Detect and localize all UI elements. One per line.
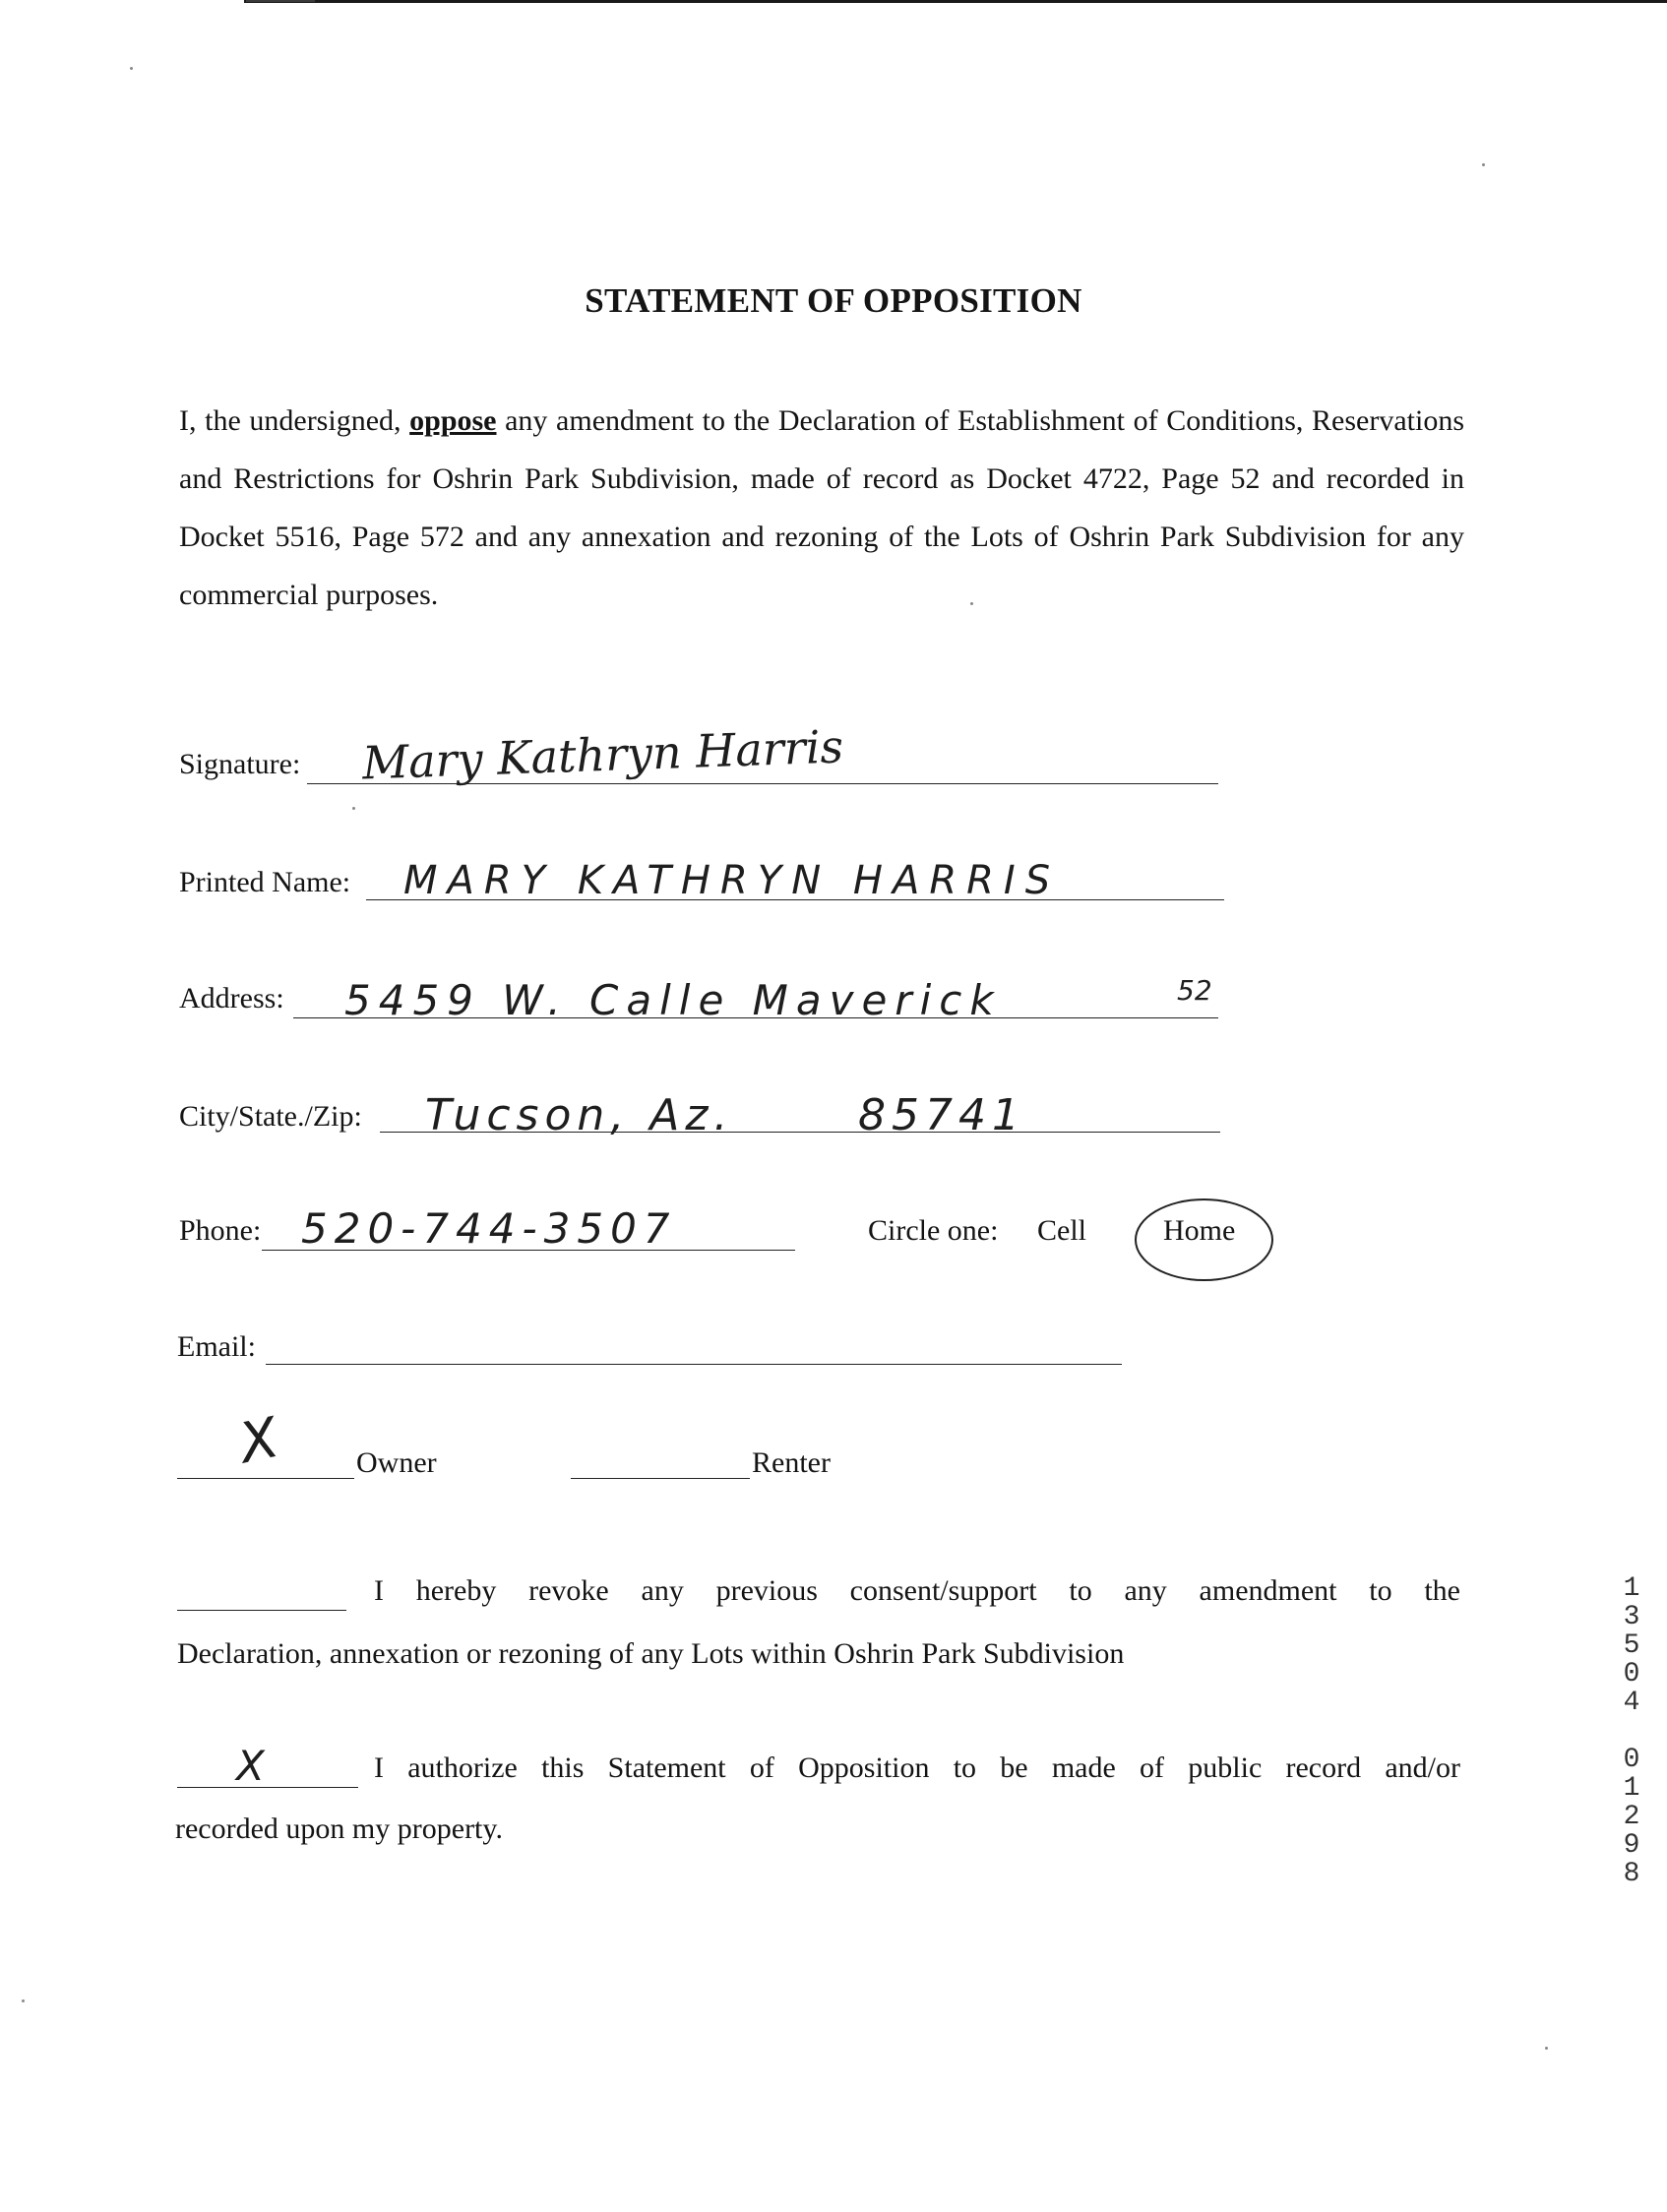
email-line [266,1364,1122,1365]
scan-speck [352,807,355,810]
owner-line [177,1478,354,1479]
address-field[interactable]: 5459 W. Calle Maverick [344,976,1002,1024]
zip-field[interactable]: 85741 [858,1090,1025,1140]
stamp-digit: 5 [1623,1630,1640,1661]
top-border-line [244,0,1667,3]
authorize-check-mark[interactable]: X [236,1742,265,1790]
city-state-field[interactable]: Tucson, Az. [425,1090,734,1140]
intro-text-start: I, the undersigned, [179,404,410,437]
home-option[interactable]: Home [1163,1214,1236,1247]
cell-option[interactable]: Cell [1037,1214,1086,1247]
authorize-statement-cont: recorded upon my property. [175,1813,503,1845]
scan-speck [1545,2047,1548,2050]
printed-name-label: Printed Name: [179,866,351,898]
address-note: 52 [1177,974,1212,1007]
stamp-digit: 0 [1623,1659,1640,1690]
scan-speck [130,67,133,70]
scan-speck [970,602,973,605]
recording-stamp [1617,1574,1646,1888]
stamp-digit: 4 [1623,1688,1640,1718]
email-label: Email: [177,1330,256,1363]
scan-speck [1482,163,1485,166]
phone-field[interactable]: 520-744-3507 [301,1204,677,1253]
stamp-digit: 1 [1623,1573,1640,1604]
authorize-line [177,1787,358,1788]
stamp-digit: 8 [1623,1859,1640,1889]
signature-label: Signature: [179,748,301,780]
city-state-zip-label: City/State./Zip: [179,1100,362,1133]
stamp-digit: 0 [1623,1745,1640,1775]
revoke-line[interactable] [177,1610,346,1611]
owner-label: Owner [356,1446,437,1479]
revoke-statement-cont: Declaration, annexation or rezoning of any Lots within Oshrin Park Subdivision [177,1637,1125,1670]
stamp-digit: 2 [1623,1802,1640,1832]
intro-emphasis: oppose [409,404,497,437]
intro-text-end: any amendment to the Declaration of Establishment of Conditions, Reservations and Restrictions for Oshrin Park Subdivision, made of record as Docket 4722, Page 52 and recorded in Docket 5516, Page 572 and any annexation and rezoning of the Lots of Oshrin Park Subdivision for any commercial purposes. [179,404,1464,611]
renter-label: Renter [752,1446,831,1479]
address-label: Address: [179,982,284,1014]
stamp-gap [1617,1717,1646,1746]
owner-check-mark[interactable]: X [233,1405,284,1477]
stamp-digit: 9 [1623,1830,1640,1861]
stamp-digit: 3 [1623,1602,1640,1632]
revoke-statement: I hereby revoke any previous consent/support to any amendment to the [374,1574,1460,1607]
renter-line [571,1478,750,1479]
intro-paragraph [179,392,1464,624]
authorize-statement: I authorize this Statement of Opposition to be made of public record and/or [374,1751,1460,1784]
stamp-digit: 1 [1623,1773,1640,1804]
printed-name-field[interactable]: MARY KATHRYN HARRIS [403,858,1061,903]
scan-speck [22,1999,25,2002]
phone-label: Phone: [179,1214,262,1247]
top-border-scrap [246,0,315,2]
circle-one-label: Circle one: [868,1214,999,1247]
signature-field[interactable]: Mary Kathryn Harris [361,719,844,790]
document-title: STATEMENT OF OPPOSITION [585,281,1082,320]
